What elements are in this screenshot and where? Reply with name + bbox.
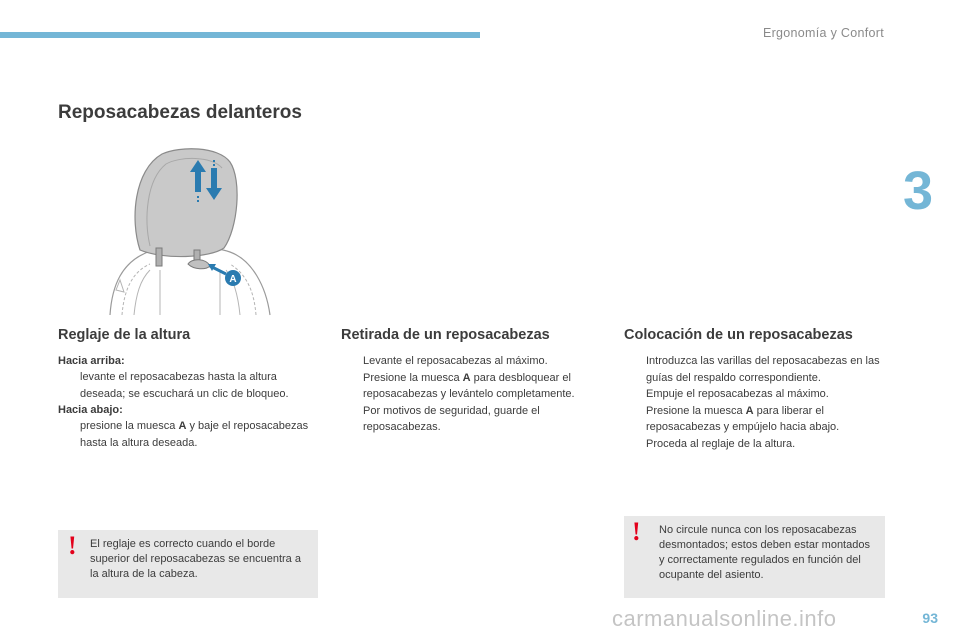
page-number: 93 [922,610,938,626]
list-item: levante el reposacabezas hasta la altura deseada; se escuchará un clic de bloqueo. [80,371,289,400]
warning-icon: ! [68,531,77,560]
warning-box-height [58,530,318,598]
section-fitting [624,327,894,452]
sub-heading-down: Hacia abajo: [58,404,123,416]
list-item: Presione la muesca A para desbloquear el reposacabezas y levántelo completamente. [363,371,575,400]
warning-icon: ! [632,517,641,546]
list-item: Por motivos de seguridad, guarde el reposacabezas. [363,404,540,433]
section-title: Retirada de un reposacabezas [341,327,550,343]
section-title: Reglaje de la altura [58,327,191,343]
warning-text: El reglaje es correcto cuando el borde superior del reposacabezas se encuentra a la altura de la cabeza. [90,538,301,580]
header-accent-bar [0,32,480,38]
warning-box-driving [624,516,885,598]
section-height-adjust [58,327,320,451]
watermark: carmanualsonline.info [612,606,837,631]
sub-heading-up: Hacia arriba: [58,355,125,367]
chapter-number: 3 [903,161,934,221]
section-title: Colocación de un reposacabezas [624,327,853,343]
chapter-title: Ergonomía y Confort [762,26,884,40]
headrest-illustration [100,140,280,318]
page-title: Reposacabezas delanteros [58,102,302,123]
section-removal [341,327,609,436]
list-item: presione la muesca A y baje el reposacabezas hasta la altura deseada. [80,420,309,449]
list-item: Empuje el reposacabezas al máximo. [646,388,829,400]
list-item: Introduzca las varillas del reposacabezas en las guías del respaldo correspondiente. [646,355,880,384]
warning-text: No circule nunca con los reposacabezas desmontados; estos deben estar montados y correctamente regulados en función del ocupante del asiento. [659,524,870,581]
list-item: Proceda al reglaje de la altura. [646,437,796,450]
list-item: Levante el reposacabezas al máximo. [363,355,548,367]
marker-a-label: A [229,274,237,285]
list-item: Presione la muesca A para liberar el reposacabezas y empújelo hacia abajo. [646,404,840,433]
